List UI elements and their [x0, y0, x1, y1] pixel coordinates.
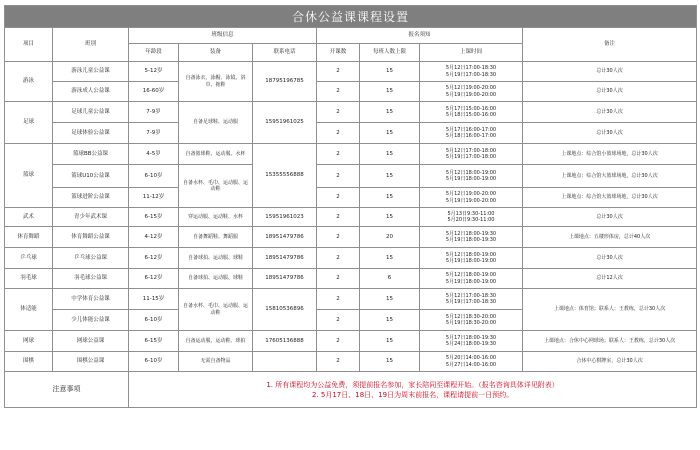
max-per-class-cell: 15	[360, 352, 420, 372]
note-line: 1. 所有课程均为公益免费，须提前报名参加，家长陪同至课程开始。（报名咨询具体详见附表）	[266, 380, 559, 389]
contact-cell: 18951479786	[253, 269, 317, 289]
max-per-class-cell: 15	[360, 82, 420, 102]
header-registration: 报名须知	[317, 28, 523, 44]
time-slot: 5月20日14:00-16:00	[445, 355, 497, 362]
notes-label: 注意事项	[5, 372, 129, 408]
contact-cell: 15951961025	[253, 102, 317, 144]
contact-cell: 17605136888	[253, 331, 317, 352]
equipment-cell: 自备水杯、毛巾、运动服、运动鞋	[179, 289, 253, 331]
time-slot: 5月18日15:00-16:00	[445, 112, 497, 118]
header-age: 年龄段	[129, 44, 179, 62]
equipment-cell: 自备运动服、运动鞋、球拍	[179, 331, 253, 352]
time-cell	[420, 310, 523, 331]
time-slot: 5月19日17:00-18:00	[445, 154, 497, 160]
project-cell: 围棋	[5, 352, 53, 372]
openings-cell: 2	[317, 310, 360, 331]
age-cell: 7-9岁	[129, 102, 179, 123]
notes-body	[129, 372, 697, 408]
time-slot: 5月19日17:00-18:30	[445, 71, 497, 78]
remark-cell: 总计30人次	[523, 123, 697, 144]
contact-cell: 15810536896	[253, 289, 317, 331]
age-cell: 6-15岁	[129, 208, 179, 227]
class-cell: 围棋公益课	[53, 352, 129, 372]
remark-cell: 上课地点：综合馆小篮球场地，总计30人次	[523, 144, 697, 165]
age-cell: 5-12岁	[129, 62, 179, 82]
project-cell: 乒乓球	[5, 248, 53, 269]
time-slot: 5月13日9:30-11:00	[447, 210, 495, 217]
max-per-class-cell: 15	[360, 144, 420, 165]
remark-cell: 总计30人次	[523, 82, 697, 102]
class-cell: 青少年武术课	[53, 208, 129, 227]
project-cell: 网球	[5, 331, 53, 352]
max-per-class-cell: 15	[360, 188, 420, 208]
time-cell	[420, 289, 523, 310]
time-slot: 5月12日19:00-20:00	[445, 85, 497, 92]
time-cell	[420, 208, 523, 227]
time-slot: 5月12日17:00-18:00	[445, 147, 497, 154]
openings-cell: 2	[317, 144, 360, 165]
time-slot: 5月12日18:00-19:30	[445, 230, 497, 237]
time-slot: 5月27日14:00-16:00	[445, 361, 497, 368]
max-per-class-cell: 15	[360, 123, 420, 144]
table-row	[5, 289, 697, 310]
project-cell: 篮球	[5, 144, 53, 208]
max-per-class-cell: 15	[360, 208, 420, 227]
max-per-class-cell: 15	[360, 102, 420, 123]
openings-cell: 2	[317, 123, 360, 144]
remark-cell: 上课地点：体育馆；联系人：王教练，总计30人次	[523, 289, 697, 331]
time-slot: 5月19日18:00-19:00	[445, 258, 497, 264]
course-schedule-sheet	[4, 5, 696, 446]
project-cell: 体适能	[5, 289, 53, 331]
time-cell	[420, 165, 523, 188]
class-cell: 游泳成人公益课	[53, 82, 129, 102]
max-per-class-cell: 15	[360, 331, 420, 352]
class-cell: 篮球进阶公益课	[53, 188, 129, 208]
openings-cell: 2	[317, 82, 360, 102]
remark-cell: 上课地点：综合馆大篮球场地，总计30人次	[523, 188, 697, 208]
time-cell	[420, 144, 523, 165]
openings-cell: 2	[317, 331, 360, 352]
age-cell: 7-9岁	[129, 123, 179, 144]
header-basic-info: 班级信息	[129, 28, 317, 44]
remark-cell: 上课地点：综合馆大篮球场地，总计30人次	[523, 165, 697, 188]
time-slot: 5月12日18:00-19:00	[445, 272, 497, 279]
header-class: 班别	[53, 28, 129, 62]
time-slot: 5月24日18:00-19:30	[445, 341, 497, 347]
course-table	[4, 5, 697, 408]
table-row	[5, 123, 697, 144]
time-cell	[420, 62, 523, 82]
time-slot: 5月19日19:00-20:00	[445, 91, 497, 98]
class-cell: 中学体育公益课	[53, 289, 129, 310]
equipment-cell: 自备水杯、毛巾、运动服、运动鞋	[179, 165, 253, 208]
age-cell: 6-10岁	[129, 352, 179, 372]
openings-cell: 2	[317, 208, 360, 227]
table-row	[5, 165, 697, 188]
project-cell: 体育舞蹈	[5, 227, 53, 248]
table-row	[5, 269, 697, 289]
max-per-class-cell: 15	[360, 62, 420, 82]
table-row	[5, 188, 697, 208]
project-cell: 游泳	[5, 62, 53, 102]
age-cell: 6-15岁	[129, 331, 179, 352]
class-cell: 网球公益课	[53, 331, 129, 352]
header-openings: 开课数	[317, 44, 360, 62]
table-row	[5, 208, 697, 227]
time-slot: 5月19日18:00-19:00	[445, 176, 497, 182]
time-cell	[420, 102, 523, 123]
contact-cell	[253, 352, 317, 372]
time-cell	[420, 188, 523, 208]
table-row	[5, 62, 697, 82]
age-cell: 11-12岁	[129, 188, 179, 208]
table-row	[5, 144, 697, 165]
project-cell: 羽毛球	[5, 269, 53, 289]
time-cell	[420, 82, 523, 102]
note-line: 2. 5月17日、18日、19日为周末前报名，课程请提前一日预约。	[312, 390, 514, 399]
time-slot: 5月12日18:30-20:00	[445, 313, 497, 320]
time-slot: 5月17日15:00-16:00	[445, 105, 497, 112]
table-row	[5, 102, 697, 123]
equipment-cell: 无需自备物品	[179, 352, 253, 372]
time-slot: 5月12日18:00-19:00	[445, 251, 497, 258]
age-cell: 11-15岁	[129, 289, 179, 310]
class-cell: 体育舞蹈公益课	[53, 227, 129, 248]
header-contact: 联系电话	[253, 44, 317, 62]
age-cell: 6-10岁	[129, 310, 179, 331]
time-cell	[420, 123, 523, 144]
time-slot: 5月19日18:30-20:00	[445, 320, 497, 326]
time-slot: 5月12日19:00-20:00	[445, 191, 497, 198]
table-row	[5, 248, 697, 269]
header-max-per-class: 每班人数上限	[360, 44, 420, 62]
remark-cell: 总计12人次	[523, 269, 697, 289]
remark-cell: 上课地点：五楼形体房，总计40人次	[523, 227, 697, 248]
contact-cell: 18795196785	[253, 62, 317, 102]
class-cell: 足球体验公益课	[53, 123, 129, 144]
class-cell: 乒乓球公益课	[53, 248, 129, 269]
max-per-class-cell: 6	[360, 269, 420, 289]
age-cell: 6-12岁	[129, 269, 179, 289]
openings-cell: 2	[317, 289, 360, 310]
equipment-cell: 自备足球鞋、运动服	[179, 102, 253, 144]
contact-cell: 15355556888	[253, 144, 317, 208]
table-row	[5, 352, 697, 372]
time-slot: 5月12日17:00-18:30	[445, 65, 497, 72]
time-slot: 5月18日16:00-17:00	[445, 133, 497, 139]
header-project: 项目	[5, 28, 53, 62]
table-row	[5, 227, 697, 248]
openings-cell: 2	[317, 102, 360, 123]
header-equipment: 装备	[179, 44, 253, 62]
equipment-cell: 自备篮球鞋、运动服、水杯	[179, 144, 253, 165]
age-cell: 6-10岁	[129, 165, 179, 188]
max-per-class-cell: 15	[360, 248, 420, 269]
header-remarks: 备注	[523, 28, 697, 62]
openings-cell: 2	[317, 188, 360, 208]
time-slot: 5月20日9:30-11:00	[447, 217, 495, 223]
openings-cell: 2	[317, 269, 360, 289]
equipment-cell: 自备泳衣、泳帽、泳镜、浴巾、拖鞋	[179, 62, 253, 102]
class-cell: 游泳儿童公益课	[53, 62, 129, 82]
time-slot: 5月17日18:00-19:30	[445, 334, 497, 341]
max-per-class-cell: 15	[360, 165, 420, 188]
equipment-cell: 穿运动服、运动鞋、水杯	[179, 208, 253, 227]
contact-cell: 18951479786	[253, 248, 317, 269]
time-cell	[420, 331, 523, 352]
age-cell: 6-12岁	[129, 248, 179, 269]
max-per-class-cell: 15	[360, 289, 420, 310]
time-slot: 5月19日17:00-18:30	[445, 299, 497, 305]
age-cell: 16-60岁	[129, 82, 179, 102]
openings-cell: 2	[317, 62, 360, 82]
time-cell	[420, 269, 523, 289]
time-slot: 5月19日18:00-19:30	[445, 237, 497, 243]
remark-cell: 总计30人次	[523, 208, 697, 227]
age-cell: 4-12岁	[129, 227, 179, 248]
remark-cell: 总计30人次	[523, 62, 697, 82]
age-cell: 4-5岁	[129, 144, 179, 165]
header-time: 上课时间	[420, 44, 523, 62]
class-cell: 篮球BB公益课	[53, 144, 129, 165]
openings-cell: 2	[317, 248, 360, 269]
time-cell	[420, 227, 523, 248]
sheet-title: 合休公益课课程设置	[5, 6, 697, 28]
max-per-class-cell: 20	[360, 227, 420, 248]
class-cell: 篮球U10公益课	[53, 165, 129, 188]
remark-cell: 总计30人次	[523, 102, 697, 123]
time-slot: 5月12日18:00-19:00	[445, 169, 497, 176]
time-cell	[420, 248, 523, 269]
remark-cell: 上课地点：合休中心网球场；联系人：王教练，总计30人次	[523, 331, 697, 352]
remark-cell: 合休中心棋牌室，总计30人次	[523, 352, 697, 372]
openings-cell: 2	[317, 165, 360, 188]
contact-cell: 15951961023	[253, 208, 317, 227]
project-cell: 足球	[5, 102, 53, 144]
max-per-class-cell: 15	[360, 310, 420, 331]
table-row	[5, 331, 697, 352]
time-slot: 5月19日18:00-19:00	[445, 278, 497, 285]
table-row	[5, 82, 697, 102]
equipment-cell: 自备球拍、运动服、球鞋	[179, 269, 253, 289]
openings-cell: 2	[317, 352, 360, 372]
equipment-cell: 自备舞蹈鞋、舞蹈服	[179, 227, 253, 248]
openings-cell: 2	[317, 227, 360, 248]
time-slot: 5月17日16:00-17:00	[445, 126, 497, 133]
time-cell	[420, 352, 523, 372]
class-cell: 羽毛球公益课	[53, 269, 129, 289]
remark-cell: 总计30人次	[523, 248, 697, 269]
project-cell: 武术	[5, 208, 53, 227]
equipment-cell: 自备球拍、运动服、球鞋	[179, 248, 253, 269]
class-cell: 少儿体能公益课	[53, 310, 129, 331]
contact-cell: 18951479786	[253, 227, 317, 248]
time-slot: 5月19日19:00-20:00	[445, 197, 497, 204]
notes-row	[5, 372, 697, 408]
time-slot: 5月12日17:00-18:30	[445, 292, 497, 299]
class-cell: 足球儿童公益课	[53, 102, 129, 123]
